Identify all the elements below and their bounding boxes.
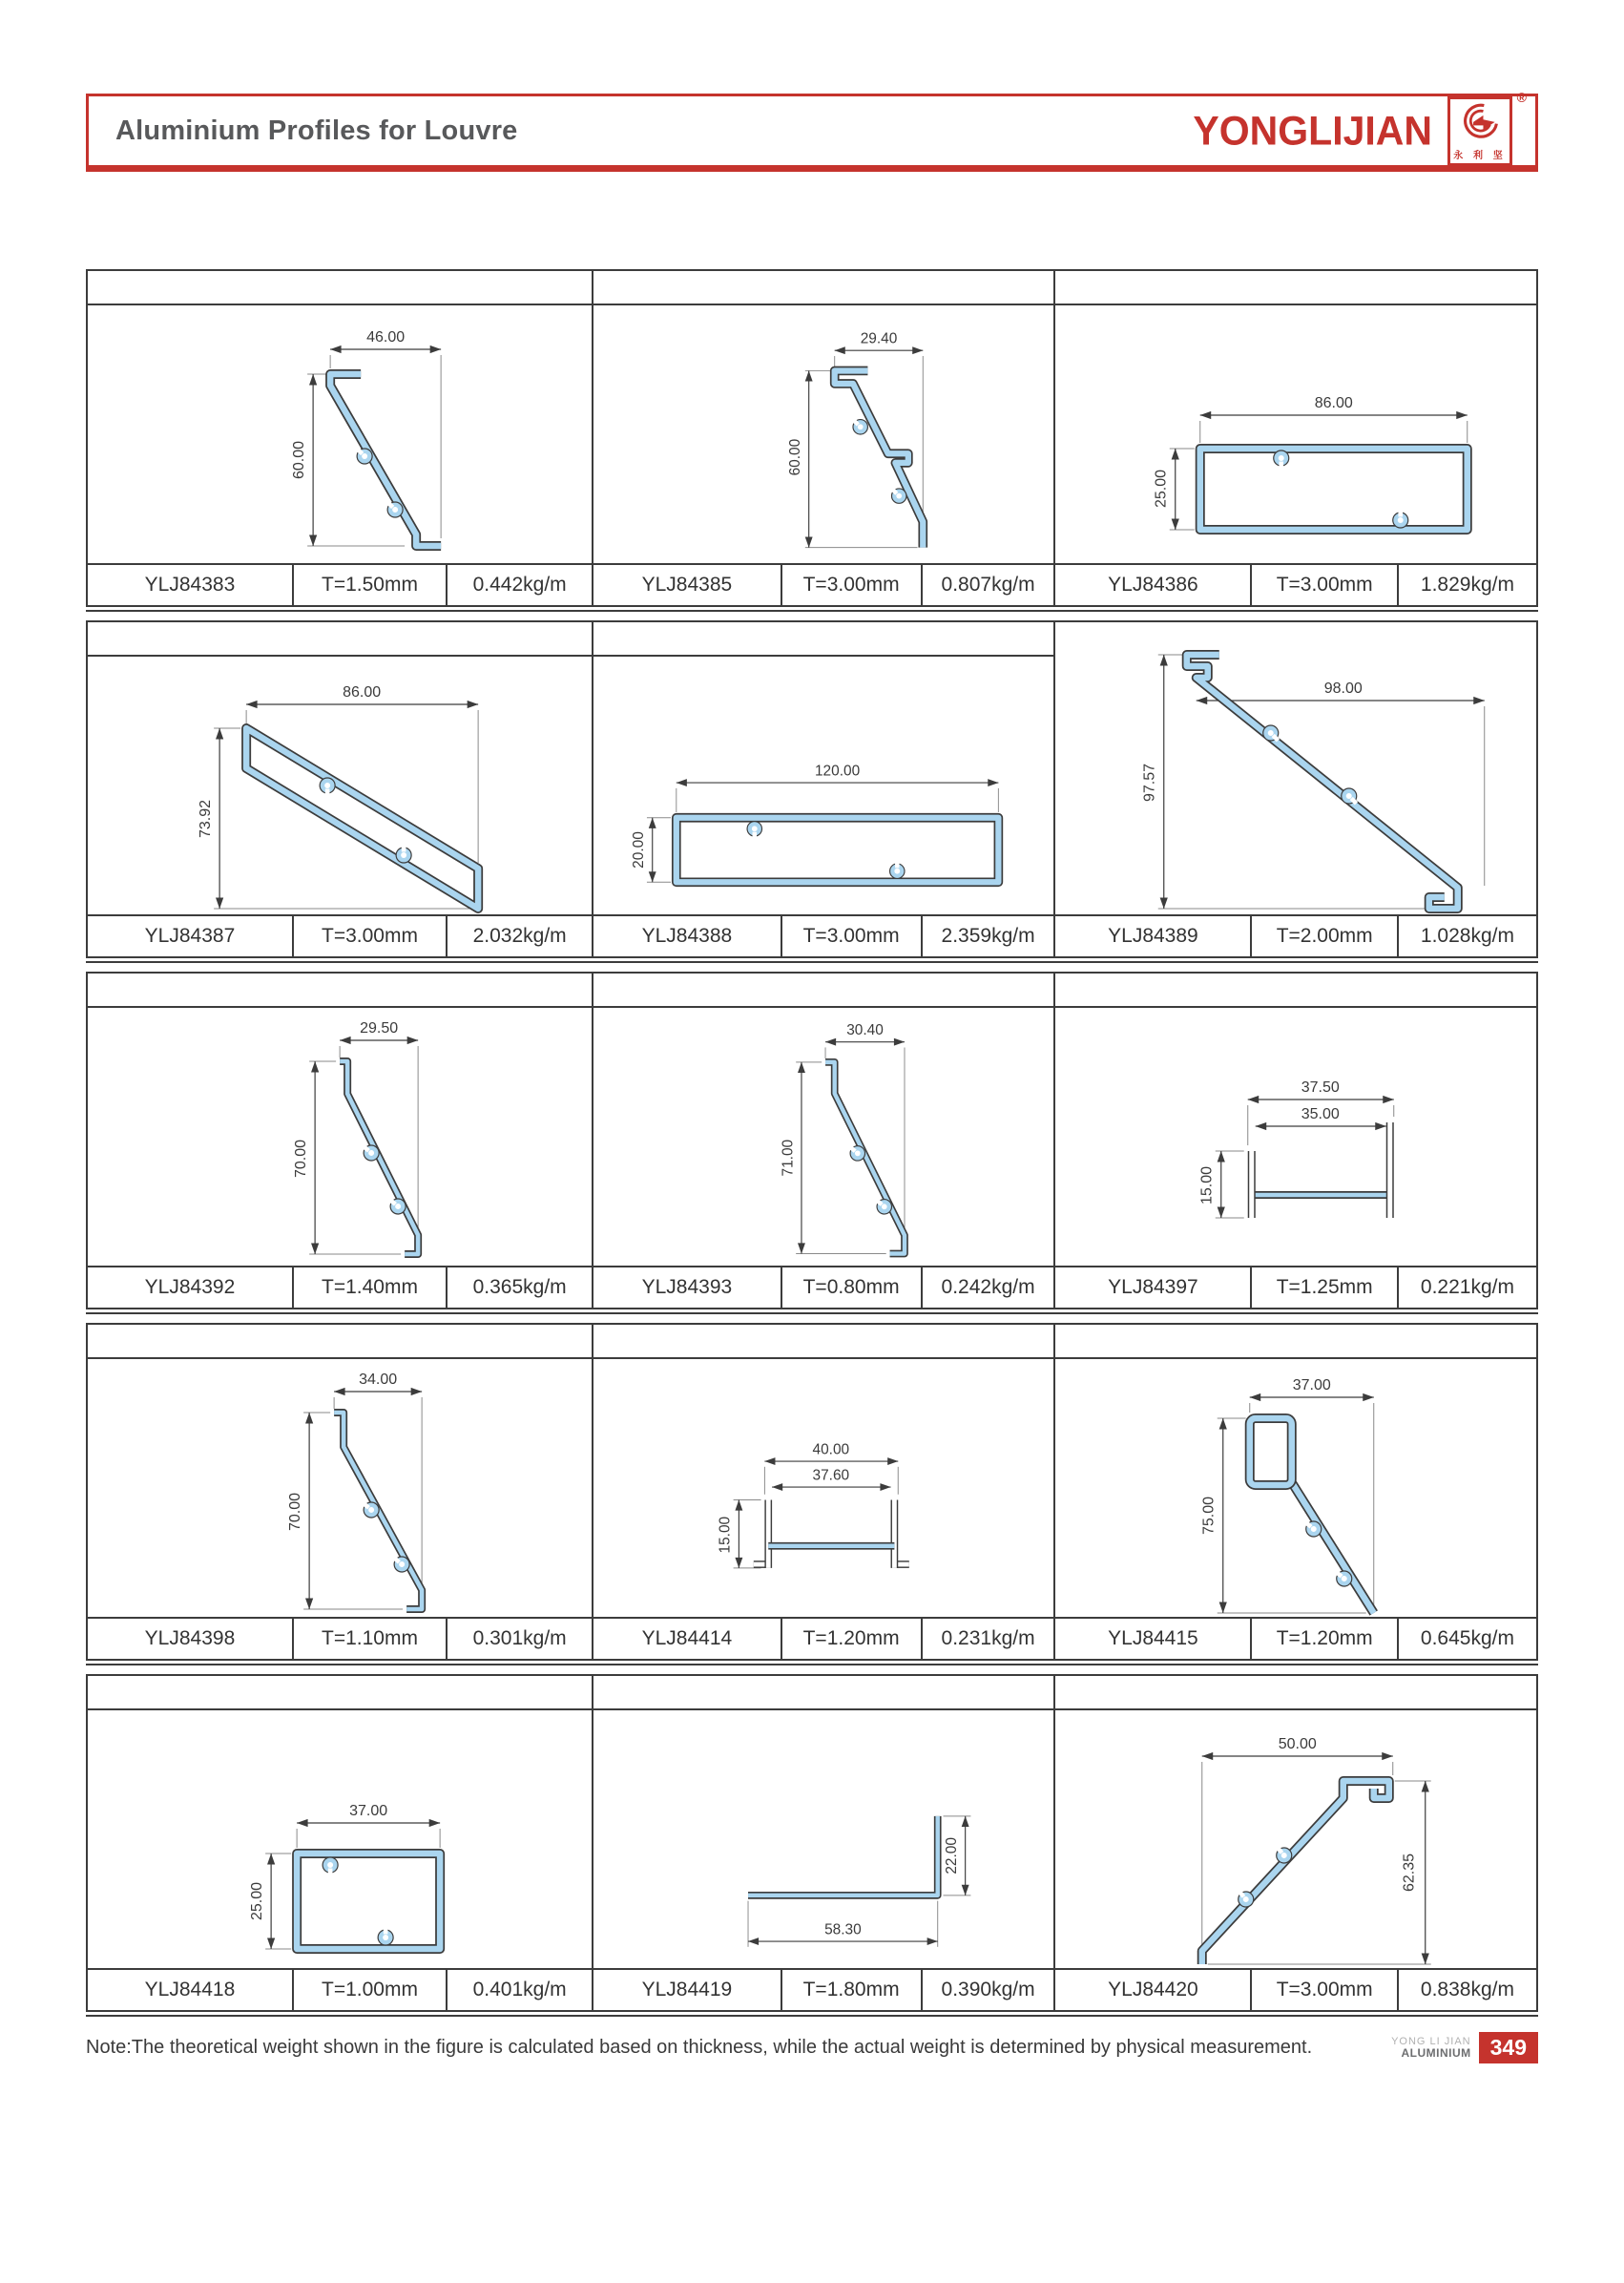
table-row: [86, 1674, 1538, 2012]
weight-label: 0.231kg/m: [921, 1619, 1054, 1659]
dim-label: 50.00: [1279, 1736, 1318, 1752]
thickness-label: T=1.20mm: [1250, 1619, 1397, 1659]
header-strip: [88, 622, 592, 657]
weight-label: 1.829kg/m: [1397, 565, 1536, 605]
weight-label: 1.028kg/m: [1397, 916, 1536, 956]
footer-brand-line1: YONG LI JIAN: [1391, 2035, 1471, 2047]
dim-label: 37.50: [1301, 1079, 1341, 1096]
divider: [86, 1312, 1538, 1314]
dim-label: 37.60: [812, 1467, 850, 1484]
header-strip: [592, 1676, 1053, 1710]
page-title: Aluminium Profiles for Louvre: [115, 115, 518, 146]
thickness-label: T=3.00mm: [781, 565, 921, 605]
header-strip: [592, 1325, 1053, 1359]
thickness-label: T=3.00mm: [1250, 565, 1397, 605]
catalog-page: [0, 89, 1624, 2283]
caption-row: [592, 563, 1053, 605]
thickness-label: T=3.00mm: [781, 916, 921, 956]
profile-drawing-YLJ84414: [592, 1359, 1053, 1617]
header-strip: [1053, 1325, 1535, 1359]
dim-label: 60.00: [291, 440, 308, 480]
divider: [86, 610, 1538, 612]
thickness-label: T=1.20mm: [781, 1619, 921, 1659]
weight-label: 2.359kg/m: [921, 916, 1054, 956]
weight-label: 0.242kg/m: [921, 1267, 1054, 1308]
thickness-label: T=1.25mm: [1250, 1267, 1397, 1308]
dim-label: 73.92: [198, 799, 215, 839]
thickness-label: T=1.80mm: [781, 1970, 921, 2010]
weight-label: 0.390kg/m: [921, 1970, 1054, 2010]
header-strip: [1053, 1676, 1535, 1710]
profile-drawing-YLJ84398: [88, 1359, 592, 1617]
divider: [86, 1664, 1538, 1665]
thickness-label: T=1.40mm: [292, 1267, 446, 1308]
dim-label: 70.00: [293, 1139, 310, 1179]
profile-drawing-YLJ84386: [1053, 305, 1535, 563]
weight-label: 0.401kg/m: [446, 1970, 592, 2010]
caption-row: [88, 563, 592, 605]
brand-chinese-label: 永 利 坚: [1453, 150, 1507, 161]
thickness-label: T=0.80mm: [781, 1267, 921, 1308]
model-label: YLJ84393: [641, 1276, 733, 1298]
dim-label: 86.00: [343, 684, 382, 701]
brand-logo: [1447, 89, 1527, 166]
table-row: [86, 269, 1538, 607]
weight-label: 0.365kg/m: [446, 1267, 592, 1308]
model-label: YLJ84392: [144, 1276, 236, 1298]
table-row: [86, 1323, 1538, 1661]
dim-label: 15.00: [1199, 1165, 1217, 1205]
weight-label: 0.301kg/m: [446, 1619, 592, 1659]
model-label: YLJ84388: [641, 925, 733, 947]
dim-label: 29.40: [860, 330, 898, 347]
dim-label: 29.50: [360, 1020, 399, 1037]
thickness-label: T=3.00mm: [1250, 1970, 1397, 2010]
dim-label: 97.57: [1142, 763, 1159, 803]
profile-drawing-YLJ84397: [1053, 1008, 1535, 1266]
profile-drawing-YLJ84415: [1053, 1359, 1535, 1617]
dim-label: 46.00: [366, 329, 406, 346]
model-label: YLJ84419: [641, 1979, 733, 2000]
model-label: YLJ84383: [144, 574, 236, 596]
weight-label: 0.838kg/m: [1397, 1970, 1536, 2010]
profile-drawing-YLJ84387: [88, 657, 592, 914]
profile-drawing-YLJ84389: [1053, 622, 1535, 914]
dim-label: 86.00: [1315, 395, 1354, 411]
footer-note: Note:The theoretical weight shown in the figure is calculated based on thickness, while the actual weight is determined by physical measurement.: [86, 2037, 1313, 2058]
dim-label: 120.00: [815, 763, 861, 780]
model-label: YLJ84414: [641, 1627, 733, 1649]
caption-row: [88, 914, 592, 956]
profile-drawing-YLJ84418: [88, 1710, 592, 1968]
thickness-label: T=1.10mm: [292, 1619, 446, 1659]
thickness-label: T=3.00mm: [292, 916, 446, 956]
header-strip: [1053, 271, 1535, 305]
footer-brand: [1391, 2036, 1471, 2060]
header-strip: [88, 271, 592, 305]
divider: [86, 961, 1538, 963]
thickness-label: T=2.00mm: [1250, 916, 1397, 956]
model-label: YLJ84385: [641, 574, 733, 596]
profile-drawing-YLJ84392: [88, 1008, 592, 1266]
header-strip: [592, 622, 1053, 657]
model-label: YLJ84398: [144, 1627, 236, 1649]
profile-drawing-YLJ84388: [592, 657, 1053, 914]
model-label: YLJ84418: [144, 1979, 236, 2000]
weight-label: 0.645kg/m: [1397, 1619, 1536, 1659]
dim-label: 35.00: [1301, 1106, 1341, 1122]
divider: [86, 2015, 1538, 2017]
page-footer: [86, 2032, 1538, 2063]
caption-row: [592, 914, 1053, 956]
model-label: YLJ84415: [1108, 1627, 1198, 1649]
profile-drawing-YLJ84419: [592, 1710, 1053, 1968]
dim-label: 60.00: [787, 438, 804, 476]
dim-label: 71.00: [780, 1139, 797, 1177]
weight-label: 2.032kg/m: [446, 916, 592, 956]
caption-row: [592, 1617, 1053, 1659]
brand-area: [1193, 89, 1527, 166]
header-strip: [88, 974, 592, 1008]
model-label: YLJ84420: [1108, 1979, 1198, 2000]
caption-row: [88, 1968, 592, 2010]
model-label: YLJ84389: [1108, 925, 1198, 947]
weight-label: 0.221kg/m: [1397, 1267, 1536, 1308]
footer-brand-line2: ALUMINIUM: [1401, 2045, 1471, 2060]
dim-label: 62.35: [1402, 1853, 1419, 1893]
profile-drawing-YLJ84385: [592, 305, 1053, 563]
model-label: YLJ84386: [1108, 574, 1198, 596]
header-banner: [86, 89, 1538, 172]
dim-label: 15.00: [717, 1516, 734, 1554]
dim-label: 25.00: [249, 1881, 266, 1921]
page-number-badge: 349: [1479, 2032, 1538, 2063]
weight-label: 0.807kg/m: [921, 565, 1054, 605]
header-strip: [88, 1676, 592, 1710]
caption-row: [1053, 1266, 1535, 1308]
dim-label: 25.00: [1154, 469, 1171, 509]
dim-label: 58.30: [824, 1921, 862, 1938]
profile-drawing-YLJ84383: [88, 305, 592, 563]
model-label: YLJ84387: [144, 925, 236, 947]
profile-drawing-YLJ84420: [1053, 1710, 1535, 1968]
caption-row: [1053, 914, 1535, 956]
footer-brand-area: [1391, 2032, 1538, 2063]
caption-row: [1053, 1968, 1535, 2010]
profiles-table: [86, 269, 1538, 2017]
thickness-label: T=1.50mm: [292, 565, 446, 605]
brand-wordmark: YONGLIJIAN: [1193, 107, 1432, 154]
dim-label: 40.00: [812, 1441, 850, 1458]
dim-label: 34.00: [359, 1372, 398, 1388]
caption-row: [592, 1266, 1053, 1308]
dim-label: 70.00: [287, 1492, 304, 1532]
dim-label: 20.00: [631, 831, 648, 869]
page-content: [86, 89, 1538, 2063]
header-strip: [592, 271, 1053, 305]
table-row: [86, 972, 1538, 1309]
caption-row: [1053, 563, 1535, 605]
dim-label: 30.40: [846, 1021, 885, 1038]
dim-label: 98.00: [1324, 681, 1364, 697]
swirl-arrow-icon: [1459, 102, 1501, 140]
caption-row: [592, 1968, 1053, 2010]
thickness-label: T=1.00mm: [292, 1970, 446, 2010]
caption-row: [88, 1266, 592, 1308]
dim-label: 37.00: [349, 1803, 388, 1819]
registered-trademark-icon: ®: [1516, 89, 1527, 105]
caption-row: [1053, 1617, 1535, 1659]
header-strip: [592, 974, 1053, 1008]
table-row: [86, 620, 1538, 958]
header-strip: [1053, 974, 1535, 1008]
profile-drawing-YLJ84393: [592, 1008, 1053, 1266]
dim-label: 75.00: [1201, 1496, 1218, 1536]
header-strip: [88, 1325, 592, 1359]
weight-label: 0.442kg/m: [446, 565, 592, 605]
dim-label: 37.00: [1293, 1377, 1332, 1393]
model-label: YLJ84397: [1108, 1276, 1198, 1298]
caption-row: [88, 1617, 592, 1659]
dim-label: 22.00: [944, 1837, 961, 1875]
